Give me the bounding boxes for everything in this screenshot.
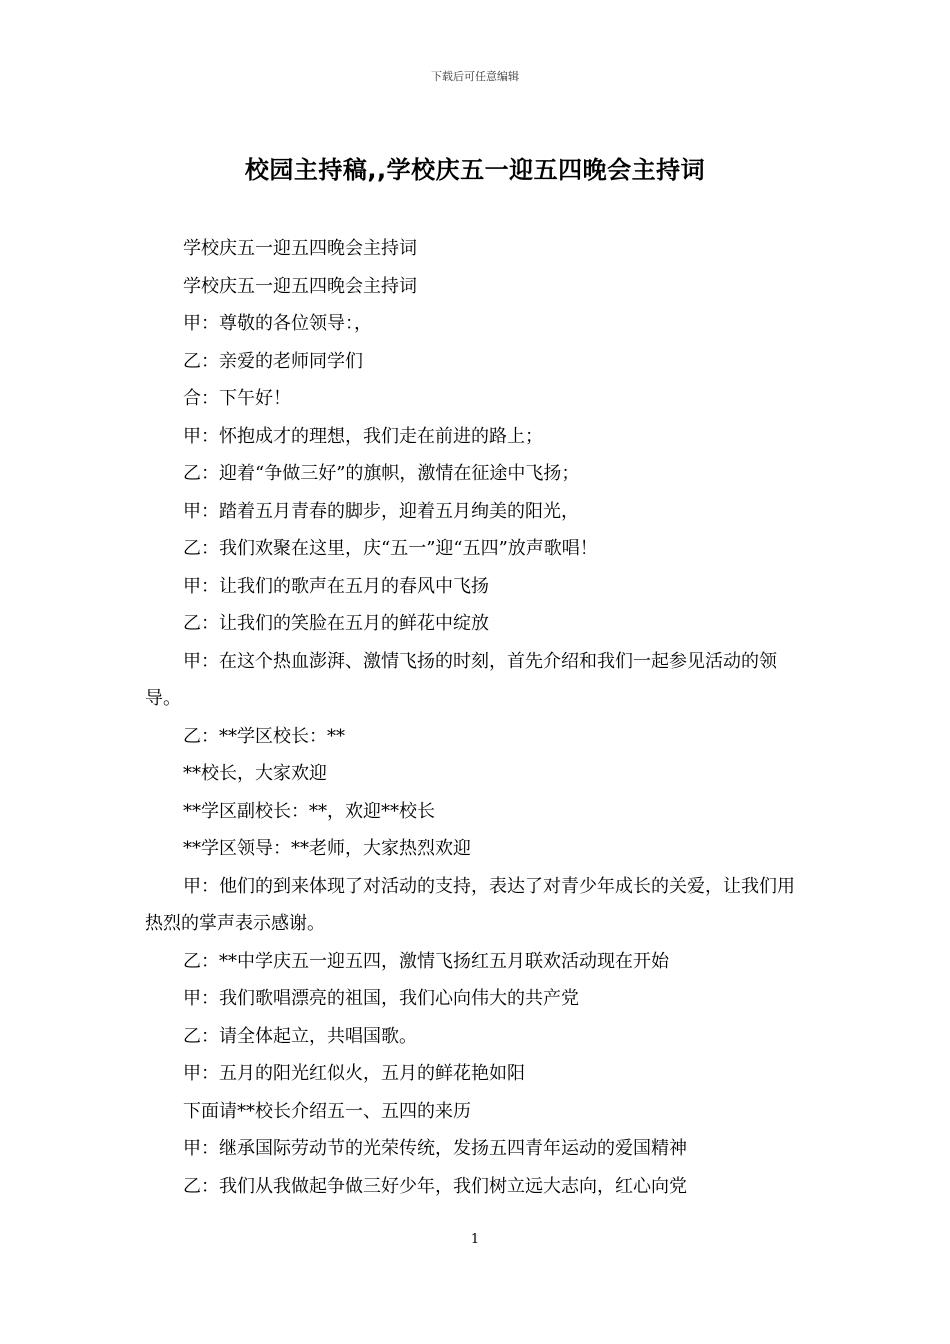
paragraph: **校长，大家欢迎 — [183, 763, 327, 784]
paragraph: 甲：他们的到来体现了对活动的支持，表达了对青少年成长的关爱，让我们用热烈的掌声表示感谢。 — [145, 875, 795, 934]
paragraph: 乙：我们从我做起争做三好少年，我们树立远大志向，红心向党 — [183, 1175, 687, 1197]
paragraph: 甲：在这个热血澎湃、激情飞扬的时刻，首先介绍和我们一起参见活动的领导。 — [145, 650, 777, 709]
paragraph: 乙：**学区校长：** — [183, 725, 345, 747]
header-note: 下载后可任意编辑 — [431, 70, 519, 83]
paragraph: 乙：**中学庆五一迎五四，激情飞扬红五月联欢活动现在开始 — [183, 950, 669, 972]
document-title: 校园主持稿,,学校庆五一迎五四晚会主持词 — [244, 156, 706, 184]
paragraph: 乙：请全体起立，共唱国歌。 — [183, 1025, 417, 1047]
paragraph: 乙：亲爱的老师同学们 — [183, 350, 363, 372]
paragraph: 甲：尊敬的各位领导：， — [183, 313, 372, 334]
page-number: 1 — [470, 1232, 480, 1247]
paragraph: 下面请**校长介绍五一、五四的来历 — [183, 1100, 471, 1122]
paragraph: 甲：让我们的歌声在五月的春风中飞扬 — [183, 575, 489, 597]
paragraph: 乙：迎着“争做三好”的旗帜，激情在征途中飞扬； — [183, 463, 580, 484]
paragraph: 学校庆五一迎五四晚会主持词 — [183, 238, 417, 259]
paragraph: 甲：继承国际劳动节的光荣传统，发扬五四青年运动的爱国精神 — [183, 1138, 687, 1159]
document-body — [145, 230, 810, 1205]
paragraph: 甲：我们歌唱漂亮的祖国，我们心向伟大的共产党 — [183, 988, 579, 1009]
paragraph: 甲：踏着五月青春的脚步，迎着五月绚美的阳光， — [183, 500, 579, 522]
paragraph: **学区领导：**老师，大家热烈欢迎 — [183, 838, 471, 859]
paragraph: 合：下午好！ — [183, 388, 291, 409]
paragraph: 甲：五月的阳光红似火，五月的鲜花艳如阳 — [183, 1063, 525, 1084]
paragraph: 乙：我们欢聚在这里，庆“五一”迎“五四”放声歌唱！ — [183, 538, 598, 559]
paragraph: **学区副校长：**，欢迎**校长 — [183, 800, 435, 822]
paragraph: 甲：怀抱成才的理想，我们走在前进的路上； — [183, 425, 543, 447]
paragraph: 乙：让我们的笑脸在五月的鲜花中绽放 — [183, 613, 489, 634]
paragraph: 学校庆五一迎五四晚会主持词 — [183, 275, 417, 297]
